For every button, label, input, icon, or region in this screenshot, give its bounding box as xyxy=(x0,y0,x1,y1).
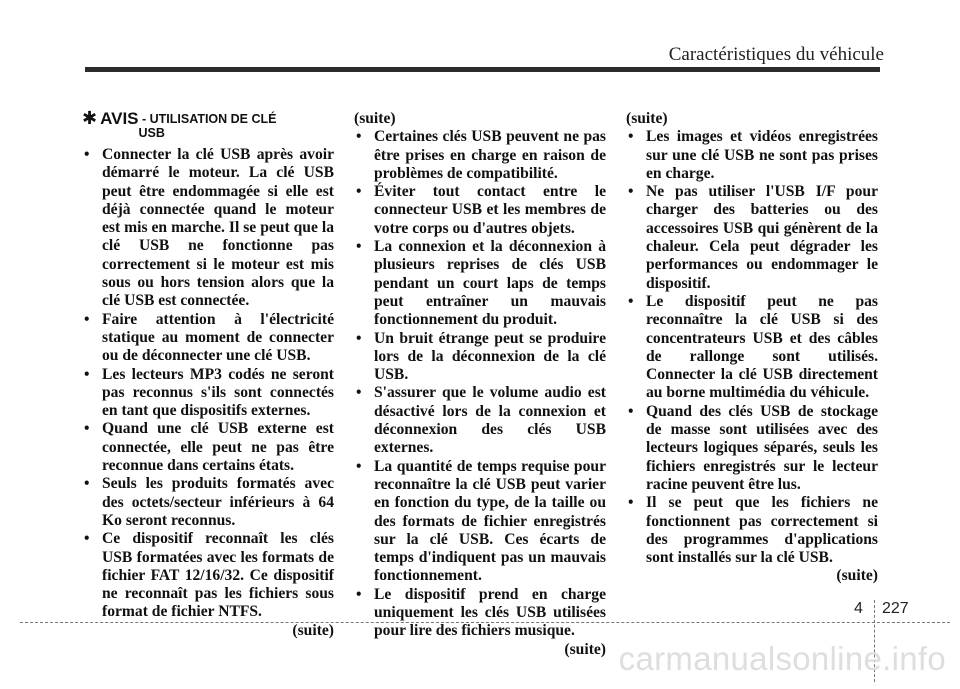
list-item: • Certaines clés USB peuvent ne pas être prises en charge en raison de problèmes de compatibilité. xyxy=(354,128,606,183)
list-item: • Connecter la clé USB après avoir démarré le moteur. La clé USB peut être endommagée si elle est déjà connectée quand le moteur est mis en marche. Il se peut que la clé USB ne fonctionne pas correctement si le moteur est mis sous ou hors tension alors que la clé USB est connectée. xyxy=(82,146,334,311)
list-item: • Les images et vidéos enregistrées sur une clé USB ne sont pas prises en charge. xyxy=(626,128,878,183)
list-item: • Quand des clés USB de stockage de masse sont utilisées avec des lecteurs logiques séparés, seuls les fichiers enregistrés sur le lecteur racine peuvent être lus. xyxy=(626,403,878,494)
list-item: • Le dispositif prend en charge uniquement les clés USB utilisées pour lire des fichiers musique. xyxy=(354,586,606,641)
bullet-list xyxy=(354,128,606,640)
list-item: • La connexion et la déconnexion à plusieurs reprises de clés USB pendant un court laps de temps peut entraîner un mauvais fonctionnement du produit. xyxy=(354,238,606,329)
list-item: • Éviter tout contact entre le connecteur USB et les membres de votre corps ou d'autres objets. xyxy=(354,183,606,238)
continued-label: (suite) xyxy=(564,640,606,658)
section-title: Caractéristiques du véhicule xyxy=(668,44,884,65)
list-item: • Les lecteurs MP3 codés ne seront pas reconnus s'ils sont connectés en tant que dispositifs externes. xyxy=(82,366,334,421)
continued-label: (suite) xyxy=(292,621,334,639)
column-3 xyxy=(626,110,878,586)
watermark: carmanualsonline.info xyxy=(618,640,946,677)
page-number: 227 xyxy=(882,600,909,617)
column-1 xyxy=(82,110,334,640)
notice-heading xyxy=(82,110,334,140)
bullet-list xyxy=(626,128,878,567)
header-rule xyxy=(85,67,880,72)
list-item: • Seuls les produits formatés avec des octets/secteur inférieurs à 64 Ko seront reconnus. xyxy=(82,475,334,530)
footer-rule xyxy=(20,622,950,623)
continued-from-label: (suite) xyxy=(354,110,396,127)
list-item: • Il se peut que les fichiers ne fonctionnent pas correctement si des programmes d'applications sont installés sur la clé USB. xyxy=(626,494,878,567)
continued-label: (suite) xyxy=(836,567,878,585)
list-item: • Le dispositif peut ne pas reconnaître la clé USB si des concentrateurs USB et des câbles de rallonge sont utilisés. Connecter la clé USB directement au borne multimédia du véhicule. xyxy=(626,293,878,403)
asterisk-icon: ✱ xyxy=(82,108,98,129)
list-item: • Faire attention à l'électricité statique au moment de connecter ou de déconnecter une clé USB. xyxy=(82,311,334,366)
list-item: • Ce dispositif reconnaît les clés USB formatées avec les formats de fichier FAT 12/16/32. Ce dispositif ne reconnaît pas les fichiers sous format de fichier NTFS. xyxy=(82,530,334,621)
chapter-number: 4 xyxy=(854,600,863,617)
list-item: • La quantité de temps requise pour reconnaître la clé USB peut varier en fonction du type, de la taille ou des formats de fichier enregistrés sur la clé USB. Ces écarts de temps d'indiquent pas un mauvais fonctionnement. xyxy=(354,458,606,586)
list-item: • Un bruit étrange peut se produire lors de la déconnexion de la clé USB. xyxy=(354,330,606,385)
notice-word: AVIS xyxy=(100,109,139,128)
list-item: • S'assurer que le volume audio est désactivé lors de la connexion et déconnexion des clés USB externes. xyxy=(354,384,606,457)
notice-title xyxy=(139,110,277,140)
list-item: • Quand une clé USB externe est connectée, elle peut ne pas être reconnue dans certains états. xyxy=(82,420,334,475)
bullet-list xyxy=(82,146,334,622)
continued-from-label: (suite) xyxy=(626,110,668,127)
notice-title-line2: USB xyxy=(138,126,165,140)
list-item: • Ne pas utiliser l'USB I/F pour charger des batteries ou des accessoires USB qui génèrent de la chaleur. Cela peut dégrader les performances ou endommager le dispositif. xyxy=(626,183,878,293)
column-2 xyxy=(354,110,606,659)
notice-title-line1: - UTILISATION DE CLÉ xyxy=(142,112,277,126)
